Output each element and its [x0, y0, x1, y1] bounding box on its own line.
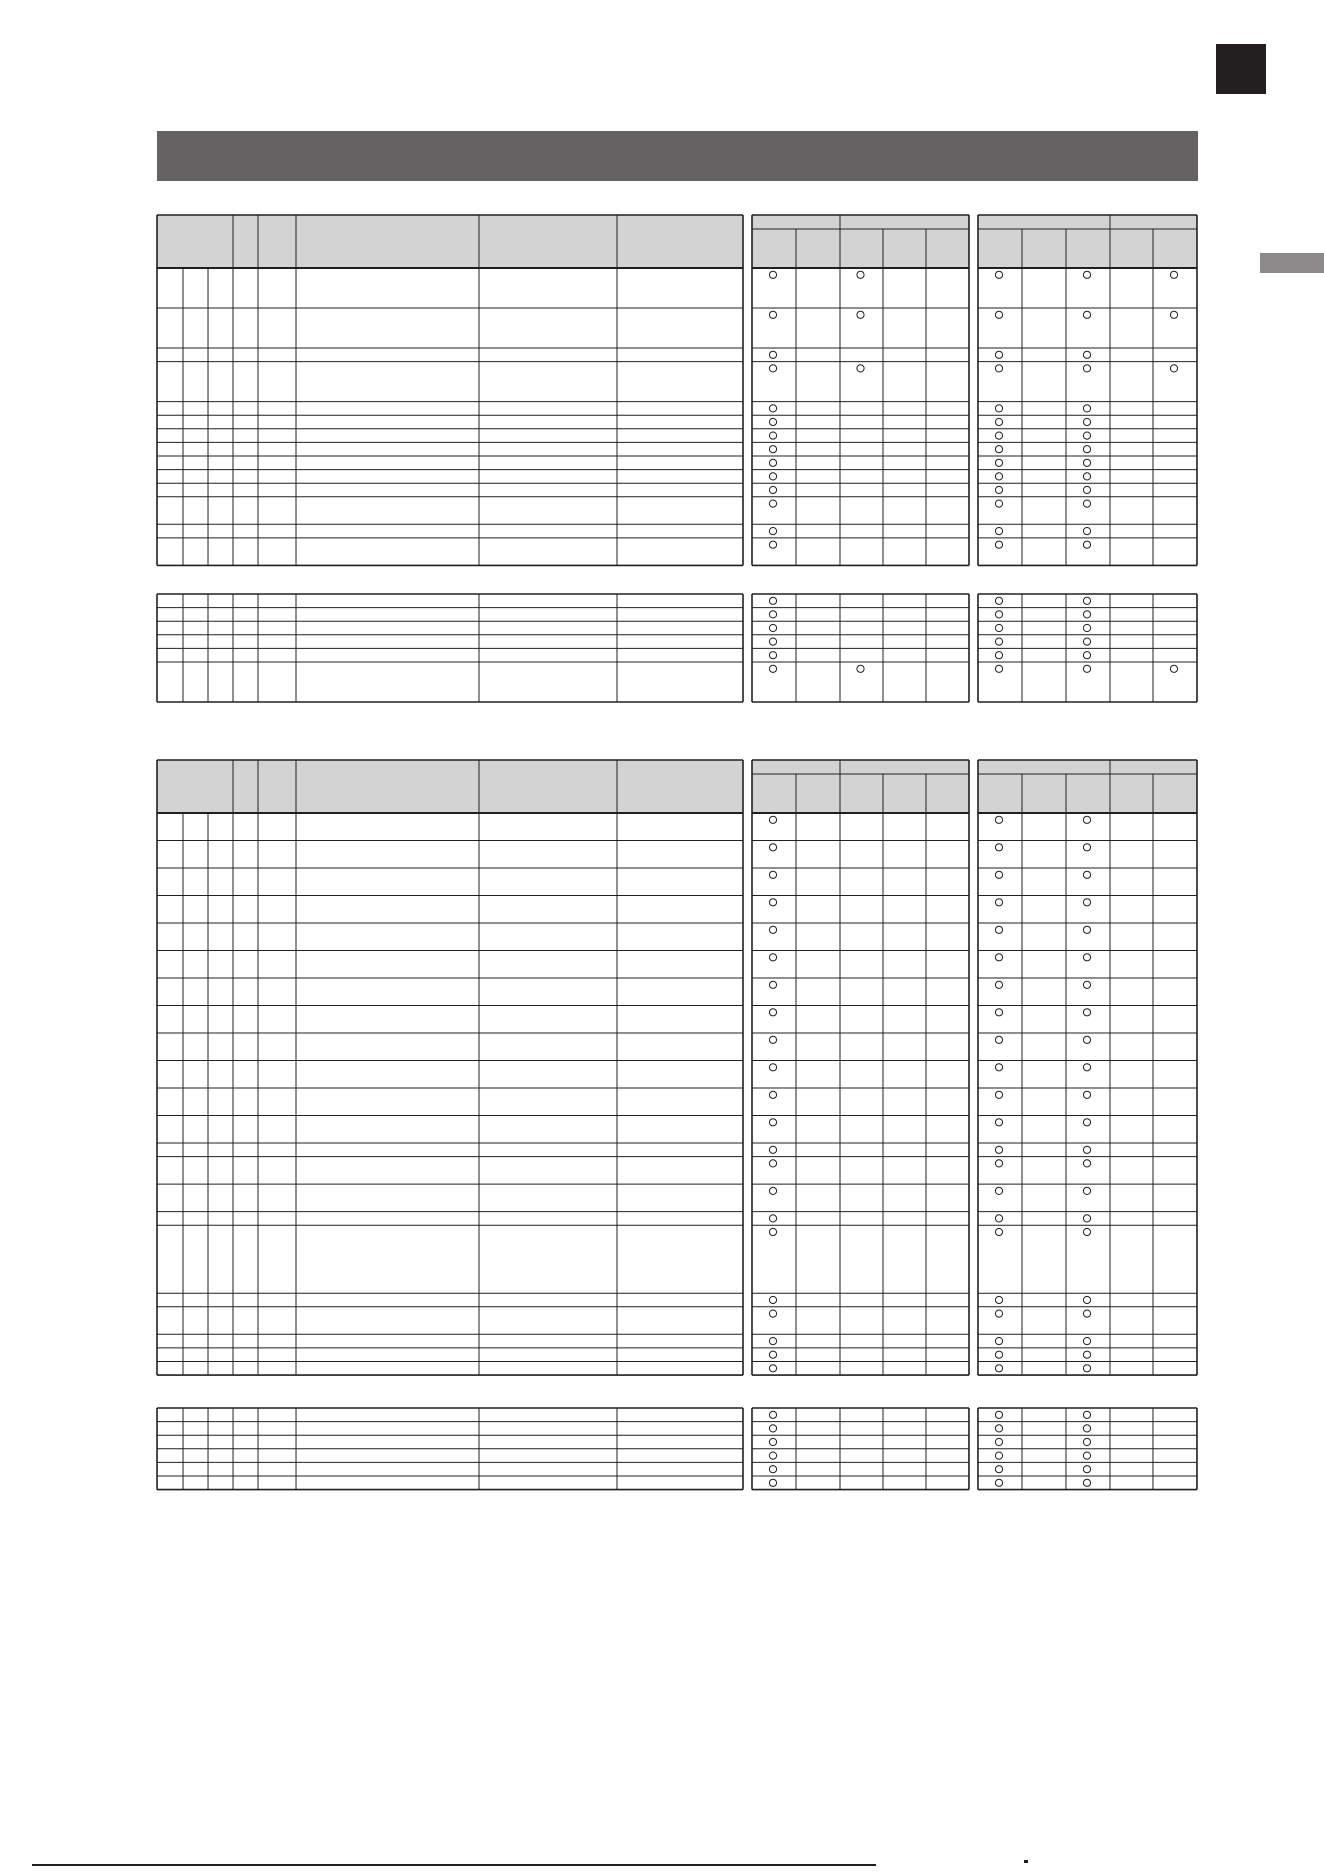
table-row [157, 1184, 1197, 1194]
circle-mark [995, 1351, 1002, 1358]
circle-mark [1083, 405, 1090, 412]
table-row [157, 1348, 1197, 1358]
circle-mark [769, 624, 776, 631]
circle-mark [995, 1365, 1002, 1372]
circle-mark [769, 1146, 776, 1153]
table-row [157, 662, 1197, 672]
circle-mark [995, 1411, 1002, 1418]
circle-mark [995, 816, 1002, 823]
circle-mark [995, 446, 1002, 453]
circle-mark [995, 1337, 1002, 1344]
circle-mark [1083, 365, 1090, 372]
circle-mark [769, 1160, 776, 1167]
circle-mark [1083, 1479, 1090, 1486]
circle-mark [1083, 926, 1090, 933]
circle-mark [1083, 1351, 1090, 1358]
circle-mark [769, 926, 776, 933]
circle-mark [1083, 1146, 1090, 1153]
circle-mark [769, 1228, 776, 1235]
circle-mark [769, 1479, 776, 1486]
circle-mark [769, 1310, 776, 1317]
circle-mark [995, 1119, 1002, 1126]
circle-mark [995, 926, 1002, 933]
table-row [157, 1115, 1197, 1125]
circle-mark [1083, 1228, 1090, 1235]
circle-mark [769, 405, 776, 412]
circle-mark [1083, 899, 1090, 906]
circle-mark [769, 597, 776, 604]
circle-mark [1170, 271, 1177, 278]
table-row [157, 648, 1197, 658]
circle-mark [1083, 486, 1090, 493]
table-row [157, 1033, 1197, 1043]
table-row [769, 597, 1090, 604]
table-row [157, 1435, 1197, 1445]
upper-table-block-2 [0, 592, 1324, 704]
circle-mark [995, 1296, 1002, 1303]
circle-mark [995, 1310, 1002, 1317]
circle-mark [1083, 446, 1090, 453]
table-row [157, 1334, 1197, 1344]
circle-mark [995, 652, 1002, 659]
circle-mark [1083, 527, 1090, 534]
left-header-cell [157, 760, 743, 813]
circle-mark [995, 1425, 1002, 1432]
circle-mark [769, 1119, 776, 1126]
table-row [157, 635, 1197, 645]
circle-mark [769, 446, 776, 453]
table-row [157, 497, 1197, 507]
group-header-2 [978, 760, 1197, 813]
table-row [157, 1422, 1197, 1432]
circle-mark [1083, 652, 1090, 659]
table-row [157, 1293, 1197, 1303]
circle-mark [995, 1479, 1002, 1486]
table-row [157, 1060, 1197, 1070]
table-header [157, 760, 1197, 813]
circle-mark [1083, 1310, 1090, 1317]
circle-mark [769, 271, 776, 278]
circle-mark [1083, 844, 1090, 851]
upper-table-block-1 [0, 213, 1324, 567]
circle-mark [995, 486, 1002, 493]
circle-mark [1083, 1438, 1090, 1445]
table-row [157, 348, 1197, 358]
circle-mark [995, 405, 1002, 412]
table-row [157, 1476, 1197, 1486]
circle-mark [995, 418, 1002, 425]
circle-mark [1083, 981, 1090, 988]
circle-mark [1083, 1036, 1090, 1043]
circle-mark [1083, 665, 1090, 672]
circle-mark [769, 432, 776, 439]
table-row [157, 415, 1197, 425]
footer-mark [1024, 1860, 1028, 1863]
circle-mark [769, 1425, 776, 1432]
circle-mark [1083, 1064, 1090, 1071]
circle-mark [1083, 432, 1090, 439]
circle-mark [995, 871, 1002, 878]
circle-mark [1083, 1119, 1090, 1126]
table-row [157, 470, 1197, 480]
group-header-1 [752, 215, 969, 268]
circle-mark [1083, 1365, 1090, 1372]
circle-mark [1083, 611, 1090, 618]
circle-mark [769, 871, 776, 878]
circle-mark [1083, 1187, 1090, 1194]
group-header-1 [752, 760, 969, 813]
circle-mark [769, 527, 776, 534]
table-row [769, 1411, 1090, 1418]
circle-mark [995, 1091, 1002, 1098]
circle-mark [995, 473, 1002, 480]
table-row [157, 1307, 1197, 1317]
circle-mark [769, 1091, 776, 1098]
circle-mark [995, 1187, 1002, 1194]
table-row [157, 308, 1197, 318]
table-row [157, 524, 1197, 534]
circle-mark [769, 1215, 776, 1222]
table-row [157, 402, 1197, 412]
circle-mark [769, 1064, 776, 1071]
left-header-cell [157, 215, 743, 268]
circle-mark [1083, 954, 1090, 961]
circle-mark [769, 1452, 776, 1459]
circle-mark [1083, 271, 1090, 278]
circle-mark [995, 624, 1002, 631]
table-row [157, 1088, 1197, 1098]
circle-mark [1083, 1337, 1090, 1344]
circle-mark [769, 473, 776, 480]
circle-mark [995, 638, 1002, 645]
circle-mark [995, 981, 1002, 988]
circle-mark [1083, 1091, 1090, 1098]
table-row [157, 429, 1197, 439]
circle-mark [769, 954, 776, 961]
table-row [157, 1462, 1197, 1472]
circle-mark [995, 271, 1002, 278]
circle-mark [769, 899, 776, 906]
table-row [157, 1449, 1197, 1459]
circle-mark [995, 899, 1002, 906]
circle-mark [1170, 311, 1177, 318]
circle-mark [995, 432, 1002, 439]
circle-mark [769, 1187, 776, 1194]
circle-mark [995, 311, 1002, 318]
circle-mark [995, 459, 1002, 466]
table-row [157, 442, 1197, 452]
table-row [157, 950, 1197, 960]
table-row [157, 538, 1197, 548]
circle-mark [769, 1009, 776, 1016]
table-row [157, 1361, 1197, 1371]
circle-mark [769, 1466, 776, 1473]
table-row [157, 456, 1197, 466]
circle-mark [769, 665, 776, 672]
circle-mark [769, 981, 776, 988]
circle-mark [995, 1438, 1002, 1445]
table-row [157, 1143, 1197, 1153]
circle-mark [995, 351, 1002, 358]
circle-mark [769, 1351, 776, 1358]
circle-mark [1083, 1009, 1090, 1016]
circle-mark [995, 665, 1002, 672]
circle-mark [769, 351, 776, 358]
circle-mark [769, 1337, 776, 1344]
table-row [157, 1212, 1197, 1222]
footer-rule [32, 1864, 876, 1866]
circle-mark [769, 486, 776, 493]
circle-mark [1083, 1296, 1090, 1303]
circle-mark [769, 652, 776, 659]
table-row [157, 483, 1197, 493]
lower-table-block-2 [0, 1406, 1324, 1492]
circle-mark [769, 844, 776, 851]
circle-mark [769, 541, 776, 548]
table-row [157, 923, 1197, 933]
circle-mark [769, 418, 776, 425]
circle-mark [1083, 473, 1090, 480]
circle-mark [995, 1009, 1002, 1016]
corner-tab [1216, 44, 1266, 94]
circle-mark [995, 1146, 1002, 1153]
circle-mark [769, 1365, 776, 1372]
group-header-2 [978, 215, 1197, 268]
circle-mark [769, 1438, 776, 1445]
lower-table-block-1 [0, 758, 1324, 1377]
table-row [769, 271, 1177, 278]
circle-mark [995, 1036, 1002, 1043]
circle-mark [1083, 624, 1090, 631]
circle-mark [1083, 418, 1090, 425]
circle-mark [1083, 351, 1090, 358]
circle-mark [1083, 1466, 1090, 1473]
table-row [769, 816, 1090, 823]
circle-mark [995, 611, 1002, 618]
table-row [157, 1157, 1197, 1167]
circle-mark [1083, 1425, 1090, 1432]
circle-mark [1083, 638, 1090, 645]
circle-mark [769, 638, 776, 645]
circle-mark [769, 611, 776, 618]
table-row [157, 868, 1197, 878]
circle-mark [857, 365, 864, 372]
circle-mark [995, 954, 1002, 961]
circle-mark [1083, 871, 1090, 878]
circle-mark [995, 1160, 1002, 1167]
table-row [157, 840, 1197, 850]
circle-mark [1083, 597, 1090, 604]
circle-mark [1083, 1452, 1090, 1459]
circle-mark [1083, 816, 1090, 823]
circle-mark [769, 1411, 776, 1418]
circle-mark [995, 1215, 1002, 1222]
circle-mark [995, 844, 1002, 851]
table-gridlines [157, 760, 1197, 1375]
table-row [157, 608, 1197, 618]
circle-mark [995, 527, 1002, 534]
section-title-bar [157, 131, 1198, 181]
circle-mark [769, 500, 776, 507]
circle-mark [1170, 665, 1177, 672]
circle-mark [1083, 311, 1090, 318]
circle-mark [857, 271, 864, 278]
table-row [157, 362, 1197, 372]
circle-mark [769, 459, 776, 466]
circle-mark [769, 311, 776, 318]
circle-mark [769, 816, 776, 823]
circle-mark [995, 1452, 1002, 1459]
circle-mark [1083, 1411, 1090, 1418]
circle-mark [1083, 1160, 1090, 1167]
circle-mark [769, 1296, 776, 1303]
circle-mark [995, 597, 1002, 604]
circle-mark [769, 365, 776, 372]
circle-mark [995, 500, 1002, 507]
circle-mark [1083, 500, 1090, 507]
circle-mark [1083, 459, 1090, 466]
circle-mark [995, 541, 1002, 548]
table-row [157, 895, 1197, 905]
table-row [157, 1005, 1197, 1015]
circle-mark [769, 1036, 776, 1043]
circle-mark [1083, 541, 1090, 548]
circle-mark [857, 665, 864, 672]
circle-mark [995, 1466, 1002, 1473]
circle-mark [995, 365, 1002, 372]
circle-mark [857, 311, 864, 318]
table-header [157, 215, 1197, 268]
table-row [157, 621, 1197, 631]
table-row [157, 1225, 1197, 1235]
circle-mark [1083, 1215, 1090, 1222]
circle-mark [995, 1228, 1002, 1235]
table-row [157, 978, 1197, 988]
circle-mark [995, 1064, 1002, 1071]
circle-mark [1170, 365, 1177, 372]
